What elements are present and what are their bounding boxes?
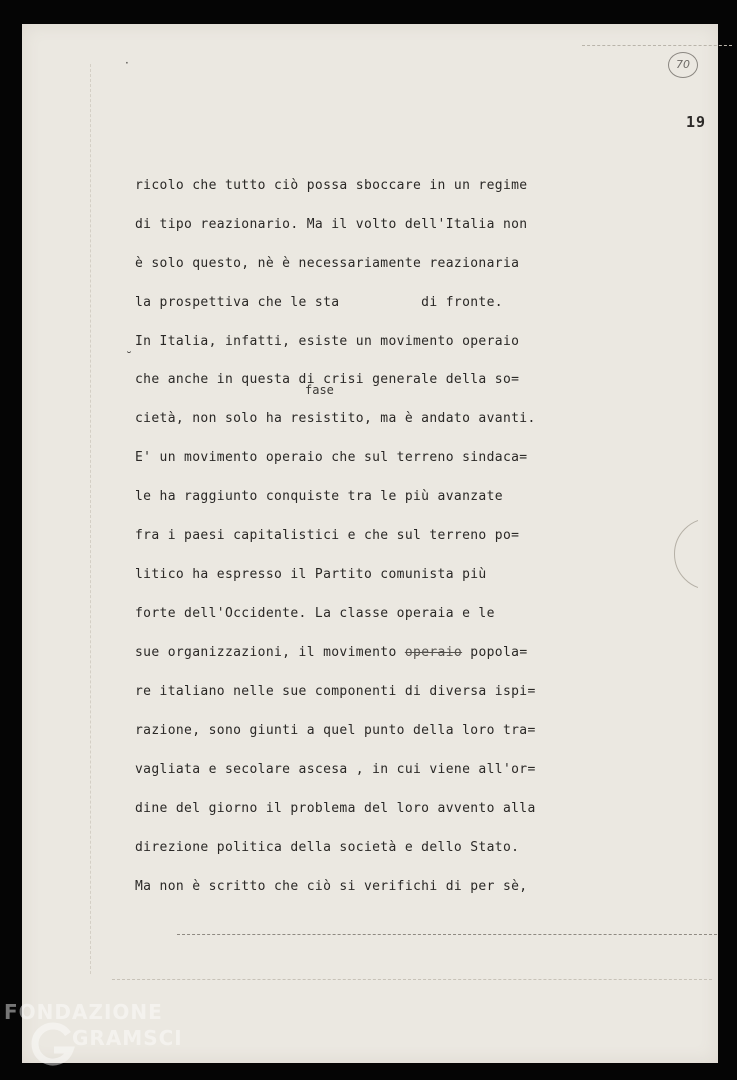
text-line: re italiano nelle sue componenti di diversa ispi=: [135, 684, 536, 699]
text-line: ricolo che tutto ciò possa sboccare in un regime: [135, 178, 528, 193]
text-line: cietà, non solo ha resistito, ma è andato avanti.: [135, 411, 536, 426]
text-line: Ma non è scritto che ciò si verifichi di per sè,: [135, 879, 528, 894]
text-line: In Italia, infatti, esiste un movimento operaio: [135, 334, 520, 349]
text-line: dine del giorno il problema del loro avvento alla: [135, 801, 536, 816]
text-line: di tipo reazionario. Ma il volto dell'Italia non: [135, 217, 528, 232]
page-number: 19: [686, 113, 707, 131]
text-line: fra i paesi capitalistici e che sul terreno po=: [135, 528, 520, 543]
interlinear-insertion: fase: [305, 383, 334, 397]
text-line: razione, sono giunti a quel punto della loro tra=: [135, 723, 536, 738]
text-line: forte dell'Occidente. La classe operaia e le: [135, 606, 495, 621]
corner-speck: ·: [125, 56, 129, 70]
bottom-dashed-rule: [177, 934, 717, 935]
text-segment: popola=: [462, 645, 528, 660]
text-line: che anche in questa di crisi generale della so=: [135, 372, 520, 387]
document-page: [22, 24, 718, 1063]
struck-word: operaio: [404, 645, 463, 660]
text-line: la prospettiva che le sta di fronte.: [135, 295, 503, 310]
watermark-line-2: GRAMSCI: [72, 1026, 183, 1050]
text-line: vagliata e secolare ascesa , in cui viene all'or=: [135, 762, 536, 777]
watermark-line-1: FONDAZIONE: [4, 1000, 163, 1024]
fondazione-gramsci-watermark: [2, 998, 192, 1076]
left-margin-trace: [90, 64, 91, 974]
top-dashed-edge: [582, 45, 732, 46]
text-line: E' un movimento operaio che sul terreno sindaca=: [135, 450, 528, 465]
archive-mark-circle: 70: [668, 52, 698, 78]
margin-tick-mark: ˘: [126, 350, 132, 364]
text-line-with-strike: [135, 645, 528, 660]
text-line: direzione politica della società e dello Stato.: [135, 840, 520, 855]
text-segment: sue organizzazioni, il movimento: [135, 645, 397, 660]
text-line: è solo questo, nè è necessariamente reazionaria: [135, 256, 520, 271]
bottom-dashed-edge: [112, 979, 712, 980]
text-line: litico ha espresso il Partito comunista più: [135, 567, 487, 582]
gramsci-g-logo-icon: [28, 1020, 76, 1068]
text-line: le ha raggiunto conquiste tra le più avanzate: [135, 489, 503, 504]
punch-hole-shadow: [674, 518, 737, 590]
